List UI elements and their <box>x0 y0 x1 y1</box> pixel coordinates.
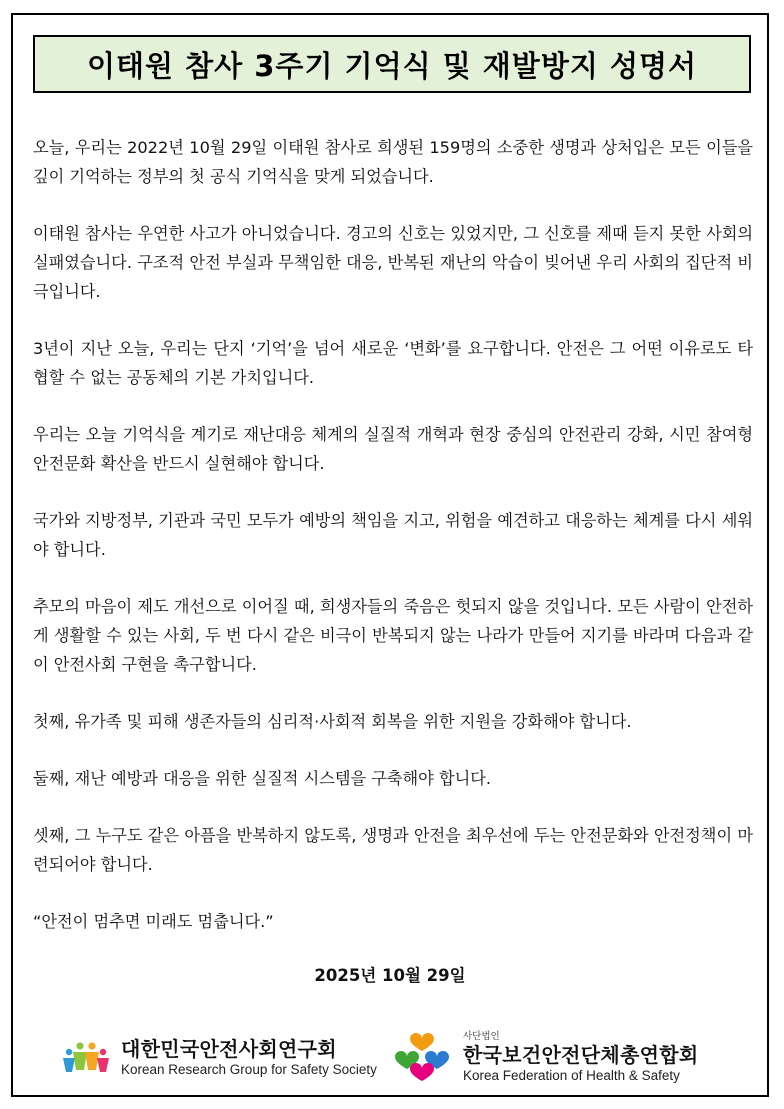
paragraph-first: 첫째, 유가족 및 피해 생존자들의 심리적·사회적 회복을 위한 지원을 강화해야 합니다. <box>33 712 632 731</box>
paragraph-third: 셋째, 그 누구도 같은 아픔을 반복하지 않도록, 생명과 안전을 최우선에 두는 안전문화와 안전정책이 마련되어야 합니다. <box>33 826 753 874</box>
statement-body <box>33 133 753 936</box>
paragraph-intro: 오늘, 우리는 2022년 10월 29일 이태원 참사로 희생된 159명의 소중한 생명과 상처입은 모든 이들을 깊이 기억하는 정부의 첫 공식 기억식을 맞게 되었습니다. <box>33 138 753 186</box>
document-title: 이태원 참사 3주기 기억식 및 재발방지 성명서 <box>86 48 697 83</box>
org2-english-name: Korea Federation of Health & Safety <box>463 1067 680 1083</box>
org2-legal-label: 사단법인 <box>463 1030 500 1042</box>
org1-name: 대한민국안전사회연구회 <box>121 1037 337 1061</box>
title-box <box>33 35 751 93</box>
paragraph-responsibility: 국가와 지방정부, 기관과 국민 모두가 예방의 책임을 지고, 위험을 예견하고 대응하는 체계를 다시 세워야 합니다. <box>33 511 753 559</box>
paragraph-call: 추모의 마음이 제도 개선으로 이어질 때, 희생자들의 죽음은 헛되지 않을 것입니다. 모든 사람이 안전하게 생활할 수 있는 사회, 두 번 다시 같은 비극이 반복되지 않는 나라가 만들어 지기를 바라며 다음과 같이 안전사회 구현을 촉구합니다. <box>33 597 753 674</box>
org2-name: 한국보건안전단체총연합회 <box>463 1042 699 1067</box>
closing-quote: “안전이 멈추면 미래도 멈춥니다.” <box>33 912 274 931</box>
paragraph-reform: 우리는 오늘 기억식을 계기로 재난대응 체계의 실질적 개혁과 현장 중심의 안전관리 강화, 시민 참여형 안전문화 확산을 반드시 실현해야 합니다. <box>33 425 753 473</box>
org-research-group <box>61 1037 377 1078</box>
org-health-safety-federation <box>391 1029 698 1085</box>
people-logo-icon <box>61 1038 111 1078</box>
heart-cluster-logo-icon <box>391 1029 453 1085</box>
paragraph-cause: 이태원 참사는 우연한 사고가 아니었습니다. 경고의 신호는 있었지만, 그 신호를 제때 듣지 못한 사회의 실패였습니다. 구조적 안전 부실과 무책임한 대응, 반복된 재난의 악습이 빚어낸 우리 사회의 집단적 비극입니다. <box>33 224 753 301</box>
org1-english-name: Korean Research Group for Safety Society <box>121 1062 377 1077</box>
document-page <box>11 13 769 1097</box>
statement-date: 2025년 10월 29일 <box>314 966 466 985</box>
paragraph-demand: 3년이 지난 오늘, 우리는 단지 ‘기억’을 넘어 새로운 ‘변화’를 요구합니다. 안전은 그 어떤 이유로도 타협할 수 없는 공동체의 기본 가치입니다. <box>33 339 753 387</box>
paragraph-second: 둘째, 재난 예방과 대응을 위한 실질적 시스템을 구축해야 합니다. <box>33 769 492 788</box>
